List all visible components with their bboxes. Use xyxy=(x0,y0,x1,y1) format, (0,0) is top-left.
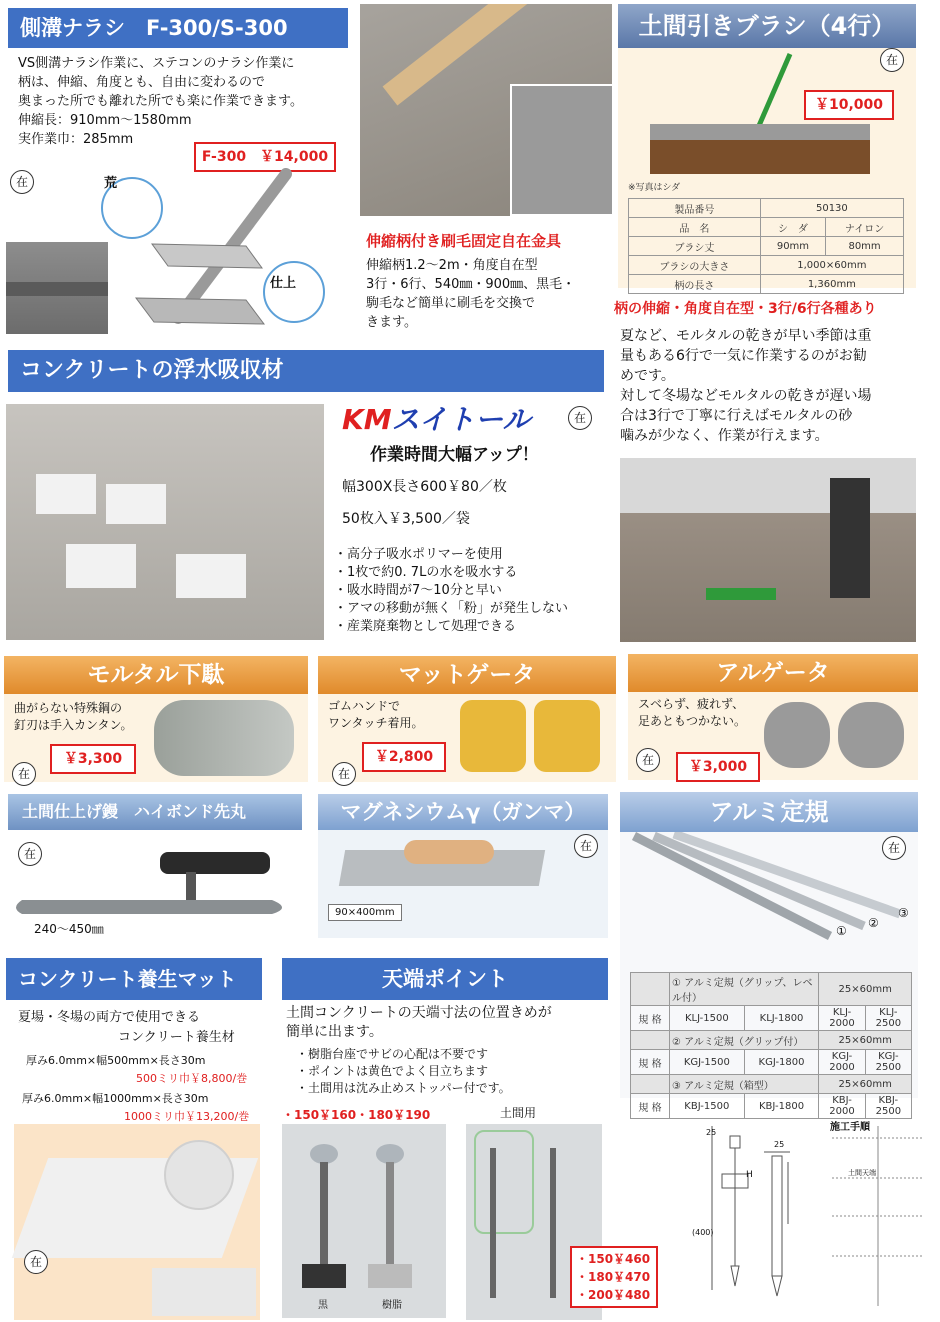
in-stock-badge: 在 xyxy=(24,1250,48,1274)
trowel-size: 240〜450㎜ xyxy=(34,922,104,936)
desc-line: 土間コンクリートの天端寸法の位置きめが xyxy=(286,1005,552,1021)
curing-mat-sub2: コンクリート養生材 xyxy=(118,1030,235,1045)
spec-label: ブラシの大きさ xyxy=(629,256,761,275)
spec-label: 品 名 xyxy=(629,218,761,237)
spec-code: KGJ-2500 xyxy=(865,1050,911,1075)
mortar-geta-photo xyxy=(154,700,294,776)
spec-head-row xyxy=(631,1031,912,1050)
spec-label: 柄の長さ xyxy=(629,275,761,294)
mortar-geta-description xyxy=(14,700,133,734)
desc-line: 曲がらない特殊鋼の xyxy=(14,701,123,715)
spec-code: KLJ-2000 xyxy=(819,1006,865,1031)
desc-line: 釘刃は手入カンタン。 xyxy=(14,718,133,732)
spec-code: KGJ-1500 xyxy=(670,1050,745,1075)
spec-row xyxy=(629,218,904,237)
feature-item: ・吸水時間が7〜10分と早い xyxy=(334,583,502,598)
rough-label: 荒 xyxy=(104,176,118,191)
tenba-point-features xyxy=(296,1046,511,1097)
floor-brush-spec-table xyxy=(628,198,904,294)
spec-code: KBJ-1800 xyxy=(744,1094,819,1119)
al-gator-price: ￥3,000 xyxy=(676,752,760,782)
curing-mat-header: コンクリート養生マット xyxy=(6,958,262,1000)
mat-gator-photo-right xyxy=(534,700,600,772)
curing-mat-spec2: 厚み6.0mm×幅1000mm×長さ30m xyxy=(22,1092,209,1105)
floor-brush-illustration xyxy=(640,50,880,180)
mortar-geta-price: ￥3,300 xyxy=(50,744,136,774)
magnesium-size: 90×400mm xyxy=(328,904,402,921)
aluminum-ruler-illustration xyxy=(624,832,916,956)
desc-line: スベらず、疲れず、 xyxy=(638,697,745,711)
mat-gator-price: ￥2,800 xyxy=(362,742,446,772)
in-stock-badge: 在 xyxy=(12,762,36,786)
spec-code: KGJ-1800 xyxy=(744,1050,819,1075)
spec-code: KBJ-2500 xyxy=(865,1094,911,1119)
sokko-narashi-header: 側溝ナラシ F-300/S-300 xyxy=(8,8,348,48)
brush-fixture-photo xyxy=(360,4,612,216)
magnesium-handle xyxy=(404,840,494,864)
spec-row xyxy=(629,275,904,294)
trowel-illustration xyxy=(10,842,296,918)
spec-code: KBJ-2000 xyxy=(819,1094,865,1119)
curing-mat-price2: 1000ミリ巾￥13,200/巻 xyxy=(124,1110,250,1123)
spec-value: 1,360mm xyxy=(760,275,903,294)
diagram-dim-400: (400) xyxy=(692,1228,714,1237)
photo-note: ※写真はシダ xyxy=(628,183,681,193)
desc-line: ゴムハンドで xyxy=(328,699,401,713)
mat-gator-description xyxy=(328,698,424,732)
feature-item: ・産業廃棄物として処理できる xyxy=(334,619,517,634)
spec-value: 1,000×60mm xyxy=(760,256,903,275)
spec-label: 製品番号 xyxy=(629,199,761,218)
gutter-work-photo xyxy=(6,242,108,334)
in-stock-badge: 在 xyxy=(882,836,906,860)
spec-code: KBJ-1500 xyxy=(670,1094,745,1119)
curing-mat-price1: 500ミリ巾￥8,800/巻 xyxy=(136,1072,248,1085)
tenba-point-header: 天端ポイント xyxy=(282,958,608,1000)
feature-item: ・樹脂台座でサビの心配は不要です xyxy=(296,1047,489,1061)
feature-item: ・高分子吸水ポリマーを使用 xyxy=(334,547,503,562)
curing-mat-spec1: 厚み6.0mm×幅500mm×長さ30m xyxy=(26,1054,206,1067)
spec-row xyxy=(629,199,904,218)
spec-value: 80mm xyxy=(826,237,904,256)
spec-row xyxy=(631,1050,912,1075)
magnesium-card xyxy=(318,794,608,938)
in-stock-badge: 在 xyxy=(332,762,356,786)
in-stock-badge: 在 xyxy=(10,170,34,194)
km-suitoru-logo xyxy=(342,398,530,438)
feature-item: ・土間用は沈み止めストッパー付です。 xyxy=(296,1081,511,1095)
feature-item: ・1枚で約0. 7Lの水を吸水する xyxy=(334,565,518,580)
sokko-narashi-description xyxy=(18,54,358,149)
km-brand: KM xyxy=(342,403,392,436)
spec-value: シ ダ xyxy=(760,218,825,237)
in-stock-badge: 在 xyxy=(568,406,592,430)
spec-label: 規 格 xyxy=(631,1094,670,1119)
doma-price: ・150￥460 xyxy=(576,1252,651,1266)
desc-line: 駒毛など簡単に刷毛を交換で xyxy=(366,296,536,311)
spec-row xyxy=(631,1094,912,1119)
suitoru-tagline: 作業時間大幅アップ！ xyxy=(370,445,539,465)
spec-head: ③ アルミ定規（箱型） xyxy=(670,1075,819,1094)
gutter-trowel-illustration xyxy=(96,168,334,338)
diagram-title: 施工手順 xyxy=(830,1122,870,1133)
feature-item: ・アマの移動が無く「粉」が発生しない xyxy=(334,601,569,616)
extend-length: 伸縮長：910mm〜1580mm xyxy=(18,113,192,128)
in-stock-badge: 在 xyxy=(636,748,660,772)
doma-label: 土間用 xyxy=(500,1106,537,1120)
spec-value: ナイロン xyxy=(826,218,904,237)
desc-line: きます。 xyxy=(366,315,417,330)
suitoru-size-price: 幅300X長さ600￥80／枚 xyxy=(342,479,507,495)
f300-price: F-300 ￥14,000 xyxy=(194,142,336,172)
spec-value: 90mm xyxy=(760,237,825,256)
installation-diagram xyxy=(668,1116,926,1316)
spec-code: KLJ-2500 xyxy=(865,1006,911,1031)
spec-value: 50130 xyxy=(760,199,903,218)
aluminum-ruler-spec-table xyxy=(630,972,912,1119)
spec-head: ① アルミ定規（グリップ、レベル付） xyxy=(670,973,819,1006)
al-gator-card xyxy=(628,654,918,780)
mat-gator-photo-left xyxy=(460,700,526,772)
floor-brush-caption: 柄の伸縮・角度自在型・3行/6行各種あり xyxy=(614,301,877,317)
brush-fixture-title: 伸縮柄付き刷毛固定自在金具 xyxy=(366,232,562,250)
desc-line: 簡単に出ます。 xyxy=(286,1024,383,1040)
diagram-dim-25b: 25 xyxy=(774,1140,785,1149)
desc-line: 合は3行で丁寧に行えばモルタルの砂 xyxy=(620,408,853,424)
spec-dim: 25×60mm xyxy=(819,1075,912,1094)
desc-line: 夏など、モルタルの乾きが早い季節は重 xyxy=(620,328,872,344)
spec-row xyxy=(629,237,904,256)
floor-brush-work-photo xyxy=(620,458,916,642)
desc-line: 伸縮柄1.2〜2m・角度自在型 xyxy=(366,258,538,273)
trowel-header: 土間仕上げ鏝 ハイボンド先丸 xyxy=(8,794,302,830)
tenba-point-price-standard: ・150￥160・180￥190 xyxy=(282,1108,431,1122)
spec-head-row xyxy=(631,973,912,1006)
desc-line: 対して冬場などモルタルの乾きが遅い場 xyxy=(620,388,872,404)
al-gator-title: アルゲータ xyxy=(628,654,918,692)
brush-fixture-description xyxy=(366,256,611,332)
water-absorber-photo xyxy=(6,404,324,640)
mortar-geta-title: モルタル下駄 xyxy=(4,656,308,694)
spec-row xyxy=(631,1006,912,1031)
black-label: 黒 xyxy=(318,1300,328,1311)
doma-price: ・200￥480 xyxy=(576,1288,651,1302)
tenba-point-photo xyxy=(282,1124,446,1318)
floor-brush-price: ￥10,000 xyxy=(804,90,894,120)
desc-line: 足あともつかない。 xyxy=(638,714,747,728)
spec-label: 規 格 xyxy=(631,1050,670,1075)
doma-price: ・180￥470 xyxy=(576,1270,651,1284)
al-gator-photo-right xyxy=(838,702,904,768)
doma-point-prices xyxy=(570,1246,658,1308)
floor-brush-header: 土間引きブラシ（4行） xyxy=(618,4,916,48)
diagram-dim-25a: 25 xyxy=(706,1128,717,1137)
tenba-point-description xyxy=(286,1004,616,1042)
aluminum-ruler-header: アルミ定規 xyxy=(620,792,918,832)
resin-label: 樹脂 xyxy=(382,1300,402,1311)
desc-line: ワンタッチ着用。 xyxy=(328,716,424,730)
ruler-number-2: ② xyxy=(868,916,879,930)
spec-label: 規 格 xyxy=(631,1006,670,1031)
ruler-number-1: ① xyxy=(836,924,847,938)
diagram-doma-label: 土間天端 xyxy=(848,1169,876,1177)
spec-label: ブラシ丈 xyxy=(629,237,761,256)
spec-row xyxy=(629,256,904,275)
desc-line: 奥まった所でも離れた所でも楽に作業できます。 xyxy=(18,94,303,109)
spec-head: ② アルミ定規（グリップ付） xyxy=(670,1031,819,1050)
diagram-h-label: H xyxy=(746,1170,753,1180)
spec-code: KGJ-2000 xyxy=(819,1050,865,1075)
finish-label: 仕上 xyxy=(270,276,297,291)
suitoru-pack-price: 50枚入￥3,500／袋 xyxy=(342,511,470,527)
suitoru-features xyxy=(334,546,568,636)
spec-code: KLJ-1800 xyxy=(744,1006,819,1031)
al-gator-description xyxy=(638,696,746,730)
curing-mat-sub1: 夏場・冬場の両方で使用できる xyxy=(18,1010,201,1025)
feature-item: ・ポイントは黄色でよく目立ちます xyxy=(296,1064,489,1078)
water-absorber-header: コンクリートの浮水吸収材 xyxy=(8,350,604,392)
curing-mat-photo xyxy=(14,1124,260,1320)
in-stock-badge: 在 xyxy=(880,48,904,72)
desc-line: VS側溝ナラシ作業に、ステコンのナラシ作業に xyxy=(18,56,295,71)
desc-line: 噛みが少なく、作業が行えます。 xyxy=(620,428,829,444)
magnesium-title: マグネシウムγ（ガンマ） xyxy=(318,794,608,830)
desc-line: 量もある6行で一気に作業するのがお勧 xyxy=(620,348,867,364)
spec-code: KLJ-1500 xyxy=(670,1006,745,1031)
spec-dim: 25×60mm xyxy=(819,973,912,1006)
in-stock-badge: 在 xyxy=(18,842,42,866)
al-gator-photo-left xyxy=(764,702,830,768)
desc-line: 3行・6行、540㎜・900㎜、黒毛・ xyxy=(366,277,576,292)
work-width: 実作業巾：285mm xyxy=(18,132,134,147)
desc-line: 柄は、伸縮、角度とも、自由に変わるので xyxy=(18,75,266,90)
mat-gator-title: マットゲータ xyxy=(318,656,616,694)
floor-brush-description xyxy=(620,326,920,446)
in-stock-badge: 在 xyxy=(574,834,598,858)
spec-dim: 25×60mm xyxy=(819,1031,912,1050)
desc-line: めです。 xyxy=(620,368,675,384)
suitoru-brand: スイトール xyxy=(391,403,531,436)
spec-head-row xyxy=(631,1075,912,1094)
ruler-number-3: ③ xyxy=(898,906,909,920)
